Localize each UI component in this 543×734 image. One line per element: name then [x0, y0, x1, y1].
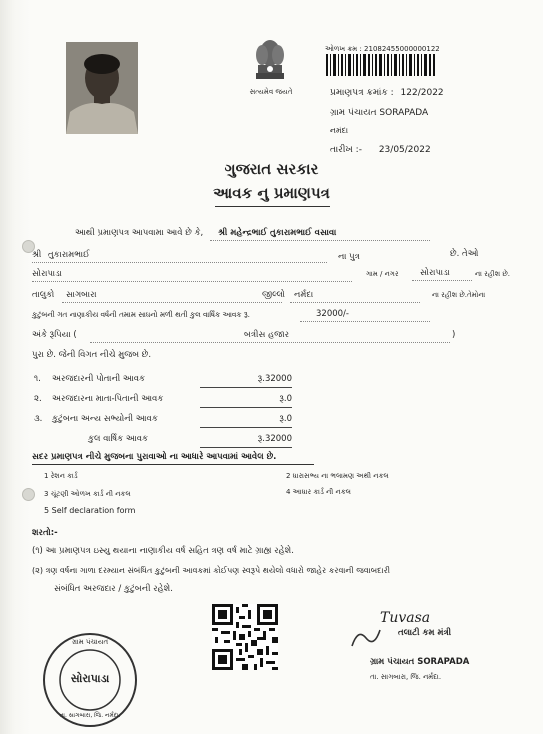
panchayat-line: ગ્રામ પંચાયત SORAPADA: [330, 108, 429, 118]
words-underline: [90, 342, 450, 343]
village-name: સોરાપાડા: [32, 269, 62, 279]
shri-label: શ્રી: [32, 250, 42, 260]
income-in-words: બત્રીસ હજાર: [244, 330, 290, 340]
intro-text: આથી પ્રમાણપત્ર આપવામા આવે છે કે,: [75, 228, 204, 238]
income-row-num: ૩.: [34, 414, 43, 424]
signature-office: ગ્રામ પંચાયત SORAPADA: [370, 657, 470, 667]
income-row-label: અરજદારના માતા-પિતાની આવક: [52, 394, 164, 404]
jillo-underline: [290, 302, 420, 303]
date-row: [330, 145, 431, 155]
words-label: અંકે રૂપિયા (: [32, 330, 77, 340]
date-value: 23/05/2022: [378, 145, 431, 155]
income-row-value: રૂ.32000: [257, 374, 292, 384]
certificate-number: 122/2022: [400, 88, 444, 98]
income-row: [32, 392, 312, 412]
income-row: [32, 372, 312, 392]
seal-center-text: સોરાપાડા: [70, 672, 110, 685]
detail-line: પુરા છે. જેની વિગત નીચે મુજબ છે.: [32, 350, 152, 360]
evidence-item: 4 આધાર કાર્ડ ની નકલ: [286, 488, 351, 496]
certificate-number-row: [330, 88, 444, 98]
gram-nagar-label: ગામ / નગર: [366, 270, 399, 278]
father-name: તુકારામભાઈ: [48, 250, 90, 260]
income-value: 32000/-: [316, 309, 349, 319]
barcode: [326, 54, 436, 80]
evidence-item: 1 રેશન કાર્ડ: [44, 472, 78, 480]
signature-stamp-mark: [350, 624, 382, 652]
evidence-item: 2 ધારાસભ્ય ના ભલામણ અથી નકલ: [286, 472, 389, 480]
income-row-value: રૂ.0: [279, 394, 292, 404]
evidence-heading-underline: [32, 464, 314, 465]
taluka-label: તાલુકો: [32, 290, 55, 300]
na-rahish-tema-text: ના રહીશ છે.તેમોના: [432, 291, 486, 299]
signature-role: તલાટી કમ મંત્રી: [398, 628, 452, 638]
income-row-num: ૨.: [34, 394, 42, 404]
na-putra-text: ના પુત્ર: [338, 252, 360, 262]
condition-item: (૨) ત્રણ વર્ષના ગાળા દરમ્યાન સંબંધિત કુટુંબની આવકમાં કોઈપણ સ્વરૂપે થયેલો વધારો જાહેર કરવાની જવાબદારી: [32, 566, 391, 575]
income-row-num: ૧.: [34, 374, 41, 384]
income-row-value: રૂ.0: [279, 414, 292, 424]
taluka-underline: [62, 302, 282, 303]
taluka-value: સાગબારા: [66, 290, 97, 300]
evidence-item: 3 ચૂંટણી ઓળખ કાર્ડ ની નકલ: [44, 490, 131, 498]
signature-scribble: Tuvasa: [380, 610, 431, 626]
jillo-label: જીલ્લો: [262, 290, 286, 300]
village-underline: [32, 281, 352, 282]
income-row-label: કુટુંબના અન્ય સભ્યોની આવક: [52, 414, 158, 424]
punch-hole: [22, 488, 35, 501]
evidence-heading: સદર પ્રમાણપત્ર નીચે મુજબના પુરાવાઓ ના આધારે આપવામાં આવેલ છે.: [32, 452, 277, 462]
signature-place: તા. સાગબારા, જિ. નર્મદા.: [370, 673, 442, 681]
certificate-number-label: પ્રમાણપત્ર ક્રમાંક :: [330, 88, 394, 98]
applicant-photo: [66, 42, 138, 134]
father-underline: [32, 262, 327, 263]
title-underline: [215, 206, 330, 207]
conditions-label: શરતો:-: [32, 528, 58, 538]
income-underline: [300, 321, 430, 322]
total-label: કુલ વાર્ષિક આવક: [88, 434, 148, 444]
official-seal: [40, 630, 140, 730]
income-row: [32, 412, 312, 432]
gram-underline: [412, 280, 472, 281]
total-value: રૂ.32000: [257, 434, 292, 444]
gram-nagar-value: સોરાપાડા: [420, 268, 450, 278]
evidence-item: 5 Self declaration form: [44, 506, 136, 515]
condition-item: (૧) આ પ્રમાણપત્ર ઇસ્યુ થયાના નાણાકીય વર્ષ સહિત ત્રણ વર્ષ માટે ગ્રાહ્ય રહેશે.: [32, 546, 294, 556]
person-name: શ્રી મહેન્દ્રભાઈ તુકારામભાઈ વસાવા: [218, 228, 337, 238]
date-label: તારીખ :-: [330, 145, 362, 155]
jillo-value: નર્મદા: [294, 290, 314, 300]
name-underline: [210, 240, 430, 241]
government-title: ગુજરાત સરકાર: [224, 160, 319, 178]
certificate-title: આવક નુ પ્રમાણપત્ર: [213, 184, 330, 202]
income-row-label: અરજદારની પોતાની આવક: [52, 374, 146, 384]
words-close: ): [452, 330, 456, 340]
barcode-serial: ઓળખ ક્રમ : 21082455000000122: [325, 45, 440, 53]
income-table: [32, 372, 312, 452]
seal-bottom-text: તા. સાગબારા, જિ. નર્મદા.: [59, 712, 121, 719]
income-line: કુટુંબની ગત નાણાકીય વર્ષની તમામ સાધનો મળી થતી કુલ વાર્ષિક આવક રૂ.: [32, 310, 250, 319]
na-rahish-text: ના રહીશ છે.: [475, 270, 511, 278]
emblem-caption: સત્યમેવ જયતે: [249, 88, 293, 96]
seal-ring-text: ગ્રામ પંચાયત: [71, 638, 109, 646]
taluka-line: નમંદા: [330, 126, 349, 135]
che-tema-text: છે. તેઓ: [450, 249, 479, 259]
qr-code: [212, 604, 278, 674]
income-total-row: [32, 432, 312, 452]
condition-item: સંબંધિત અરજદાર / કુટુંબની રહેશે.: [54, 584, 173, 594]
